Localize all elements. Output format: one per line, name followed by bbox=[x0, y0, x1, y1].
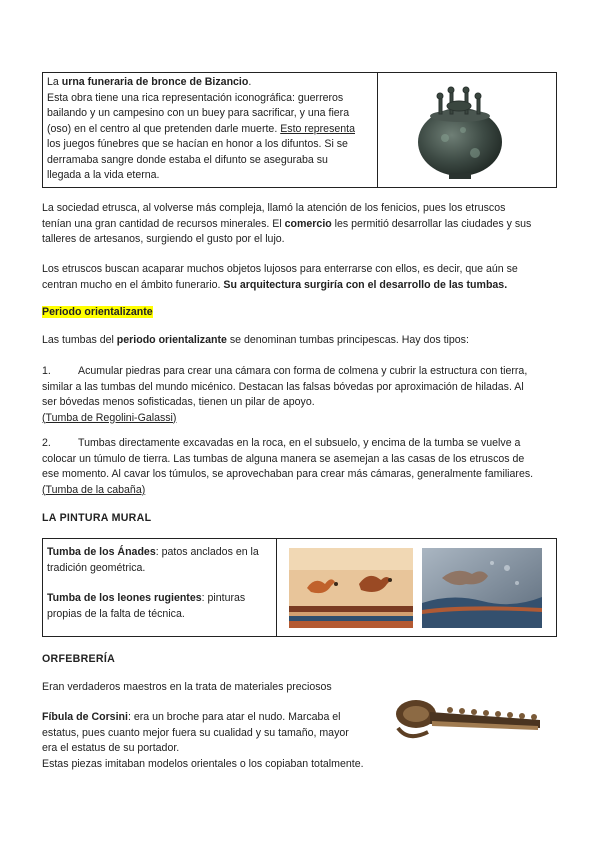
bold-term: periodo orientalizante bbox=[116, 334, 227, 346]
tipo-2 bbox=[42, 436, 562, 498]
item-line: ese momento. Al cavar los túmulos, se aprovechaban para crear más cámaras, generalmente familiares. bbox=[42, 468, 534, 480]
mural-anades-image bbox=[289, 548, 413, 628]
urna-underlined: Esto representa bbox=[280, 122, 355, 135]
urna-dot: . bbox=[248, 76, 252, 88]
fibula-image bbox=[390, 688, 550, 750]
bold-sentence: Su arquitectura surgiría con el desarrollo de las tumbas. bbox=[223, 278, 508, 291]
intro-text: se denominan tumbas principescas. Hay dos tipos: bbox=[226, 334, 469, 346]
periodo-intro bbox=[42, 333, 562, 349]
urna-line: derramaba sangre donde estaba el difunto se aseguraba su bbox=[47, 153, 328, 166]
urna-text bbox=[47, 75, 377, 184]
fibula-line: estatus, pues cuanto mejor fuera su cualidad y su tamaño, mayor bbox=[42, 726, 349, 739]
para-line: tenían una gran cantidad de recursos minerales. El bbox=[42, 217, 285, 230]
pintura-desc: propias de la falta de técnica. bbox=[47, 607, 185, 620]
intro-text: Las tumbas del bbox=[42, 334, 117, 346]
urna-line: los juegos fúnebres que se hacían en honor a los difuntos. Si se bbox=[47, 138, 348, 150]
para-line: les permitió desarrollar las ciudades y sus bbox=[331, 217, 532, 230]
urna-line: llegada a la vida eterna. bbox=[47, 169, 160, 181]
urna-title: urna funeraria de bronce de Bizancio bbox=[61, 76, 249, 88]
fibula-line: : era un broche para atar el nudo. Marcaba el bbox=[127, 711, 341, 723]
item-line: Tumbas directamente excavadas en la roca, en el subsuelo, y encima de la tumba se vuelve a bbox=[78, 437, 521, 449]
fibula-line: era el estatus de su portador. bbox=[42, 742, 180, 754]
tumba-leones-title: Tumba de los leones rugientes bbox=[47, 592, 202, 604]
item-number: 2. bbox=[42, 437, 51, 449]
urna-line: (oso) en el centro al que pretenden darle muerte. bbox=[47, 122, 281, 135]
item-line: colocar un túmulo de tierra. Las tumbas de alguna manera se asemejan a las casas de los etruscos de bbox=[42, 452, 525, 465]
tumba-cabana-link[interactable]: (Tumba de la cabaña) bbox=[42, 483, 146, 496]
pintura-desc: tradición geométrica. bbox=[47, 561, 146, 574]
item-line: similar a las tumbas del mundo micénico. Destacan las falsas bóvedas por aproximación de hiladas. Al bbox=[42, 380, 524, 393]
tipo-1 bbox=[42, 364, 562, 426]
para-line: Los etruscos buscan acaparar muchos objetos lujosos para enterrarse con ellos, es decir, que aún se bbox=[42, 263, 518, 275]
urn-image bbox=[405, 78, 515, 182]
para-sociedad bbox=[42, 201, 562, 248]
fibula-text bbox=[42, 710, 392, 772]
fibula-line: Estas piezas imitaban modelos orientales o los copiaban totalmente. bbox=[42, 757, 364, 770]
para-line: centran mucho en el ámbito funerario. bbox=[42, 278, 224, 291]
urna-line: Esta obra tiene una rica representación iconográfica: guerreros bbox=[47, 91, 344, 104]
urna-line: bailando y un campesino con un buey para sacrificar, y una fiera bbox=[47, 107, 350, 119]
urna-intro: La bbox=[47, 76, 62, 88]
item-line: ser bóvedas menos sofisticadas, tienen un pilar de apoyo. bbox=[42, 396, 315, 408]
pintura-heading: LA PINTURA MURAL bbox=[42, 512, 152, 524]
item-number: 1. bbox=[42, 365, 51, 377]
urna-table-divider bbox=[377, 72, 378, 188]
orfe-intro: Eran verdaderos maestros en la trata de materiales preciosos bbox=[42, 681, 332, 693]
tumba-regolini-link[interactable]: (Tumba de Regolini-Galassi) bbox=[42, 411, 177, 424]
para-line: talleres de artesanos, surgiendo el gusto por el lujo. bbox=[42, 233, 285, 245]
fibula-title: Fíbula de Corsini bbox=[42, 711, 128, 723]
item-line: Acumular piedras para crear una cámara con forma de colmena y cubrir la estructura con tierra, bbox=[78, 365, 528, 377]
pintura-table-divider bbox=[276, 538, 277, 637]
tumba-anades-title: Tumba de los Ánades bbox=[47, 546, 156, 558]
periodo-heading-text: Periodo orientalizante bbox=[42, 306, 153, 318]
pintura-text bbox=[47, 545, 275, 622]
pintura-desc: : pinturas bbox=[201, 592, 246, 604]
para-line: La sociedad etrusca, al volverse más compleja, llamó la atención de los fenicios, pues los etruscos bbox=[42, 202, 506, 214]
periodo-heading bbox=[42, 305, 153, 321]
mural-leones-image bbox=[422, 548, 542, 628]
para-lujo bbox=[42, 262, 562, 293]
pintura-desc: : patos anclados en la bbox=[155, 546, 259, 558]
orfe-heading: ORFEBRERÍA bbox=[42, 653, 116, 665]
bold-term: comercio bbox=[284, 217, 332, 230]
